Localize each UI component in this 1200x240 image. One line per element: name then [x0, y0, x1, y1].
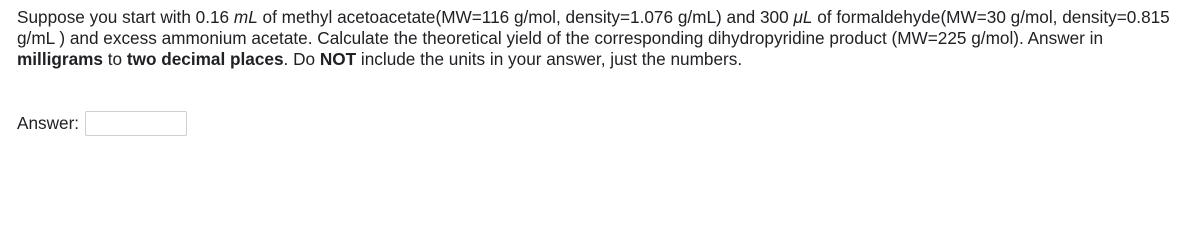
- question-segment: Suppose you start with 0.16: [17, 7, 234, 27]
- emphasis-not: NOT: [319, 49, 357, 69]
- question-segment: of methyl acetoacetate(MW=116 g/mol, density=1.076 g/mL) and 300: [257, 7, 794, 27]
- emphasis-decimal-places: two decimal places: [126, 49, 284, 69]
- question-segment: . Do: [283, 49, 320, 69]
- answer-input[interactable]: [85, 111, 187, 136]
- question-text: [17, 7, 1192, 70]
- emphasis-milligrams: milligrams: [17, 49, 103, 69]
- answer-label: Answer:: [17, 112, 80, 133]
- unit-microliter: μL: [793, 7, 813, 27]
- question-segment: of formaldehyde(MW=30 g/mol, density=0.815 g/mL ) and excess ammonium acetate. Calculate the theoretical yield of the corresponding dihydropyridine product (MW=225 g/mol). Answer in: [17, 7, 1170, 48]
- question-segment: include the units in your answer, just the numbers.: [356, 49, 743, 69]
- answer-row: [17, 109, 187, 137]
- question-segment: to: [102, 49, 127, 69]
- unit-ml: mL: [233, 7, 258, 27]
